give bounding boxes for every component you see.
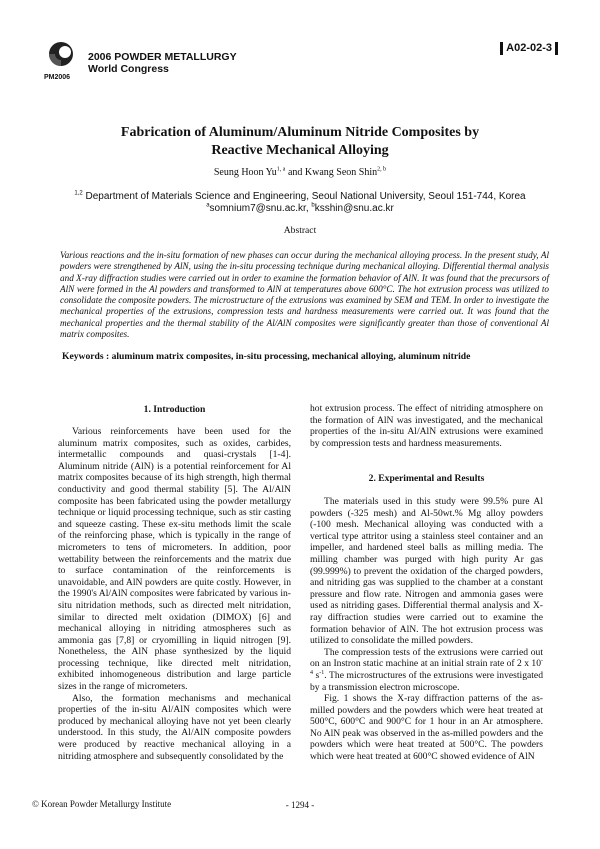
intro-paragraph-2-cont: hot extrusion process. The effect of nitriding atmosphere on the formation of AlN was investigated, and the mechanical properties of the in-situ Al/AlN extrusions were examined by compression tests and hardness measurements.: [310, 403, 543, 449]
abstract-text: Various reactions and the in-situ formation of new phases can occur during the mechanical alloying process. In the present study, Al powders were strengthened by AlN, using the in-situ processing technique during mechanical alloying. Differential thermal analysis and X-ray diffraction studies were carried out in order to examine the formation behavior of AlN. It was found that the precursors of AlN were formed in the Al powders and transformed to AlN at temperatures above 600°C. The hot extrusion process was utilized to consolidate the composite powders. The microstructure of the extrusions was examined by SEM and TEM. In order to investigate the mechanical properties of the extrusions, compression tests and hardness measurements were carried out. It was found that the mechanical properties and the thermal stability of the Al/AlN composites were significantly greater than those of conventional Al matrix composites.: [60, 250, 549, 340]
intro-heading: 1. Introduction: [143, 404, 206, 415]
exp-paragraph-3: Fig. 1 shows the X-ray diffraction patterns of the as-milled powders and the powders which were heat treated at 500°C, 600°C and 900°C for 1 hour in an Ar atmosphere. No AlN peak was observed in the as-milled powders and the powders which were heat treated at 500°C. The powders which were heat treated at 600°C showed evidence of AlN: [310, 693, 543, 763]
author-and: and: [285, 167, 305, 178]
email-b-sup: b: [311, 202, 315, 209]
author-1: Seung Hoon Yu: [213, 167, 277, 178]
exp-paragraph-1: The materials used in this study were 99.5% pure Al powders (-325 mesh) and Al-50wt.% Mg alloy powders (-100 mesh. Mechanical alloying was conducted with a vertical type attritor using a stainless steel container and an impeller, and hardened steel balls as milling media. The milling chamber was purged with high purity Ar gas (99.999%) to prevent the oxidation of the charged powders, and nitriding gas was supplied to the chamber at a constant pressure and flow rate. Nitrogen and ammonia gases were used as nitriding gases. Differential thermal analysis and X-ray diffraction studies were carried out to examine the formation behavior of AlN. The hot extrusion process was utilized to consolidate the milled powders.: [310, 496, 543, 647]
keywords-text: aluminum matrix composites, in-situ processing, mechanical alloying, aluminum nitride: [111, 351, 471, 362]
exp-p2-c: . The microstructures of the extrusions were investigated by a transmission electron microscope.: [310, 669, 543, 693]
author-2: Kwang Seon Shin: [304, 167, 378, 178]
author-2-sup: 2, b: [377, 166, 387, 173]
exp-paragraph-2: [310, 647, 543, 693]
emails: [0, 203, 600, 215]
title-line2: Reactive Mechanical Alloying: [211, 143, 389, 158]
intro-paragraph-1: Various reinforcements have been used for the aluminum matrix composites, such as oxides, carbides, intermetallic compounds and quasi-crystals [1-4]. Aluminum nitride (AlN) is a potential reinforcement for Al matrix composites because of its high strength, high thermal conductivity and good thermal stability [5]. The Al/AlN composite has been fabricated using the powder metallurgy technique or liquid processing technique, such as stir casting and squeeze casting. These ex-situ methods limit the scale of the reinforcing phase, which is typically in the range of micrometers to tens of micrometers. In addition, poor wettability between the reinforcements and the matrix due to surface contamination of the reinforcements is unavoidable, and AlN powders are quite costly. However, in the 1990's Al/AlN composites were fabricated by various in-situ nitridation methods, such as directed melt nitridation, similar to directed melt oxidation (DIMOX) [6] and mechanical alloying in nitriding atmospheres such as ammonia gas [7,8] or cryomilling in liquid nitrogen [9]. Nonetheless, the AlN phase synthesized by the liquid processing technique, like directed melt nitridation, exhibited inhomogeneous distribution and large particle sizes in the range of micrometers.: [58, 426, 291, 693]
keywords: [62, 351, 470, 362]
page-number: - 1294 -: [285, 800, 315, 810]
org-line2: World Congress: [88, 63, 169, 75]
exp-p2-b: s: [313, 669, 320, 681]
paper-code: A02-02-3: [500, 42, 558, 55]
exp-column: [310, 496, 543, 763]
exp-p2-sup2: -1: [319, 669, 325, 676]
intro-paragraph-2: Also, the formation mechanisms and mechanical properties of the in-situ Al/AlN composites which were produced by mechanical alloying have not yet been clearly understood. In this study, the Al/AlN composite powders were produced by reactive mechanical alloying in a nitriding atmosphere and subsequently consolidated by the: [58, 692, 291, 762]
authors: [0, 167, 600, 178]
affiliation-sup: 1,2: [74, 190, 83, 197]
title-line1: Fabrication of Aluminum/Aluminum Nitride Composites by: [120, 125, 480, 140]
exp-heading: 2. Experimental and Results: [368, 473, 485, 484]
intro-column-right: [310, 403, 543, 449]
exp-p2-a: The compression tests of the extrusions were carried out on an Instron static machine at an initial strain rate of 2 x 10: [310, 646, 543, 670]
email-a-sup: a: [206, 202, 210, 209]
author-1-sup: 1, a: [276, 166, 286, 173]
email-b[interactable]: ksshin@snu.ac.kr: [314, 203, 394, 214]
affiliation-text: Department of Materials Science and Engineering, Seoul National University, Seoul 151-744, Korea: [82, 191, 526, 202]
exp-p2-sup1: -4: [310, 658, 543, 676]
footer-copyright: © Korean Powder Metallurgy Institute: [32, 799, 172, 809]
email-a[interactable]: somnium7@snu.ac.kr,: [209, 203, 312, 214]
affiliation: [0, 191, 600, 203]
keywords-label: Keywords :: [62, 351, 112, 362]
abstract-heading: Abstract: [283, 225, 317, 236]
org-line1: 2006 POWDER METALLURGY: [88, 51, 237, 63]
logo-text: PM2006: [44, 74, 71, 81]
intro-column-left: [58, 426, 291, 762]
